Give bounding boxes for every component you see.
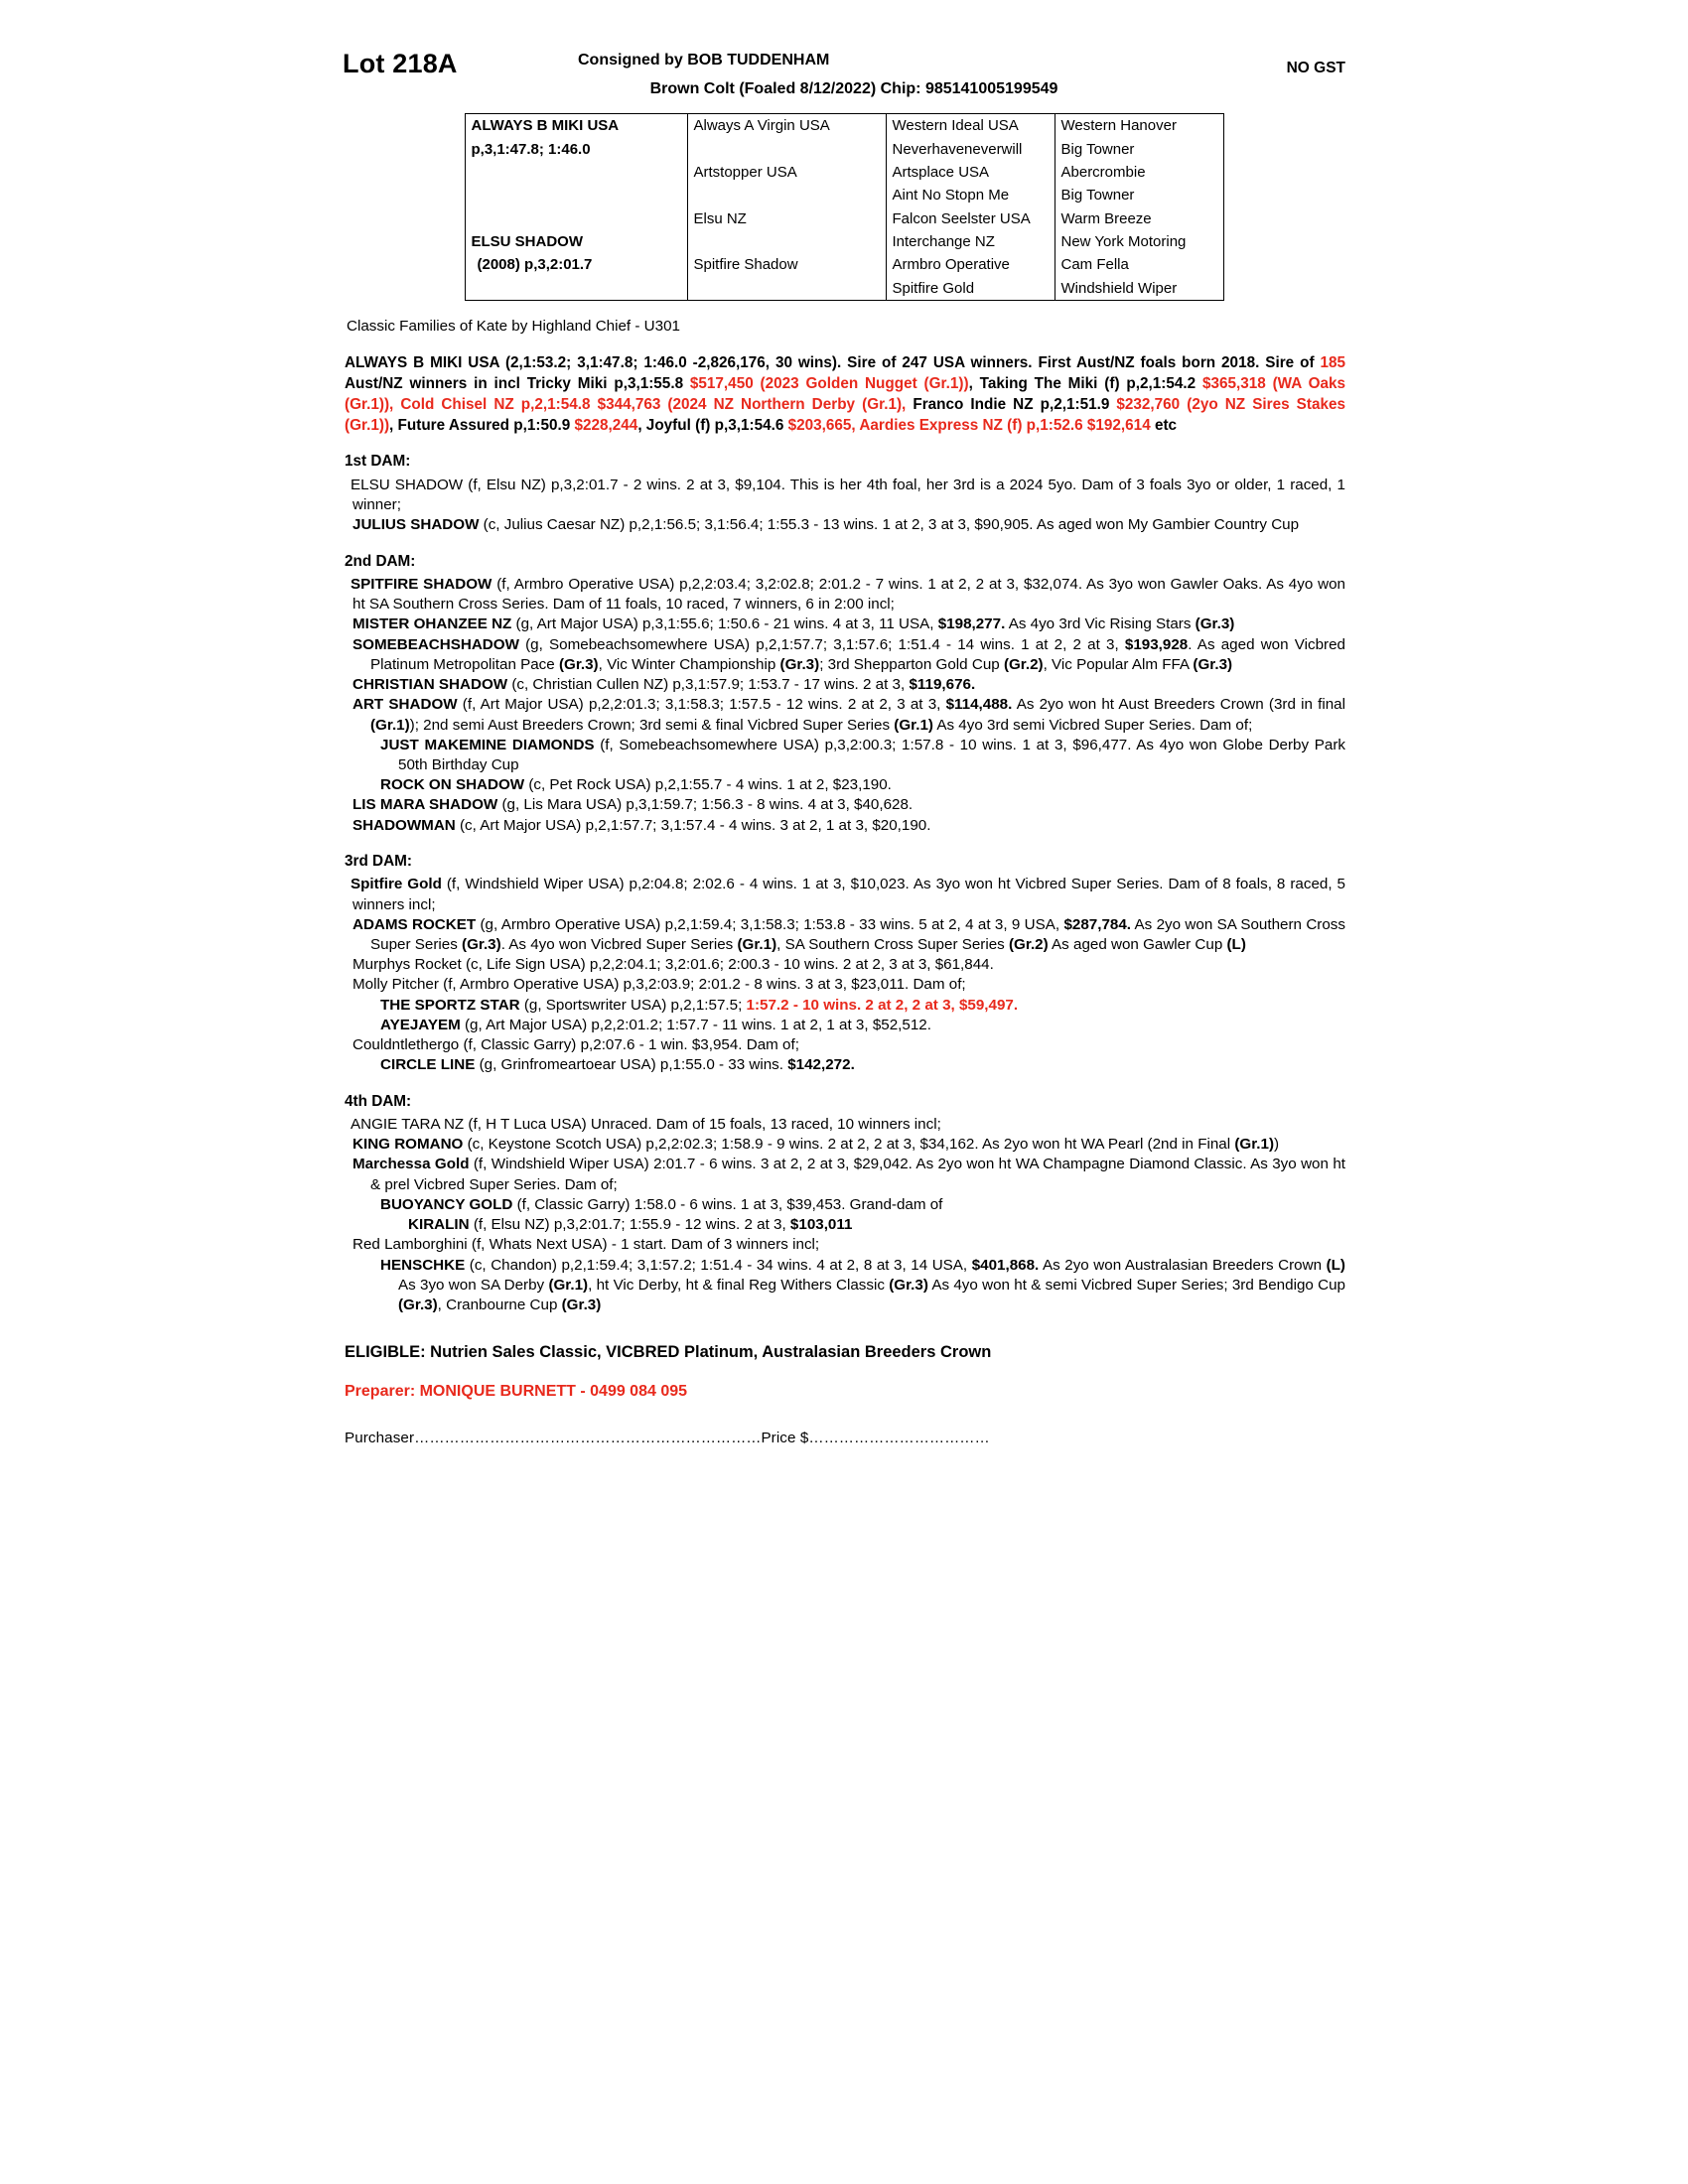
spacer-cell <box>465 161 687 184</box>
gen4-cell: Western Hanover <box>1055 114 1223 138</box>
entry-segment-1: (c, Chandon) p,2,1:59.4; 3,1:57.2; 1:51.4 - 34 wins. 4 at 2, 8 at 3, 14 USA, <box>465 1256 972 1274</box>
entry-segment-9: As 4yo won ht & semi Vicbred Super Series; 3rd Bendigo Cup <box>927 1276 1345 1294</box>
entry-segment-0: Molly Pitcher (f, Armbro Operative USA) p,3,2:03.9; 2:01.2 - 8 wins. 3 at 3, $23,011. Dam of; <box>352 976 966 994</box>
entry-segment-10: (L) <box>1226 935 1246 953</box>
entry-segment-2: $103,011 <box>789 1216 853 1234</box>
pedigree-entry <box>352 695 1345 735</box>
entry-segment-0: Couldntlethergo (f, Classic Garry) p,2:07.6 - 1 win. $3,954. Dam of; <box>352 1036 799 1054</box>
sire-marks-cell <box>465 138 687 161</box>
entry-segment-0: KIRALIN <box>408 1216 470 1234</box>
dam-marks-cell <box>465 253 687 276</box>
entry-segment-0: SPITFIRE SHADOW <box>351 575 492 593</box>
entry-segment-1: (c, Keystone Scotch USA) p,2,2:02.3; 1:58.9 - 9 wins. 2 at 2, 2 at 3, $34,162. As 2yo won ht WA Pearl (2nd in Final <box>463 1136 1235 1154</box>
pedigree-entry <box>352 975 1345 995</box>
entry-segment-10: (Gr.3) <box>1193 655 1233 673</box>
entry-segment-3: As 2yo won Australasian Breeders Crown <box>1039 1256 1327 1274</box>
gen4-cell: Windshield Wiper <box>1055 277 1223 301</box>
pedigree-entry <box>380 775 1345 795</box>
entry-segment-1: (f, Windshield Wiper USA) 2:01.7 - 6 wins. 3 at 2, 2 at 3, $29,042. As 2yo won ht WA Champagne Diamond Classic. As 3yo won ht & prel Vicbred Super Series. Dam of; <box>370 1156 1345 1193</box>
entry-segment-10: (Gr.3) <box>398 1296 438 1313</box>
dam-race-record: (2008) p,3,2:01.7 <box>477 256 593 274</box>
entry-segment-12: (Gr.3) <box>561 1296 602 1313</box>
pedigree-entry <box>380 1256 1345 1316</box>
table-row <box>465 230 1223 253</box>
entry-segment-0: ANGIE TARA NZ (f, H T Luca USA) Unraced. Dam of 15 foals, 13 raced, 10 winners incl; <box>351 1115 941 1133</box>
entry-segment-2: (Gr.1) <box>1234 1136 1275 1154</box>
dam-section-heading: 1st DAM: <box>345 453 411 471</box>
entry-segment-4: (Gr.3) <box>1195 615 1235 633</box>
entry-segment-5: As 3yo won SA Derby <box>398 1276 549 1294</box>
gen3-cell: Falcon Seelster USA <box>886 207 1055 230</box>
pedigree-entry <box>352 575 1345 614</box>
entry-segment-1: (f, Somebeachsomewhere USA) p,3,2:00.3; 1:57.8 - 10 wins. 1 at 3, $96,477. As 4yo won Globe Derby Park 50th Birthday Cup <box>398 736 1345 773</box>
entry-segment-1: (f, Art Major USA) p,2,2:01.3; 3,1:58.3; 1:57.5 - 12 wins. 2 at 2, 3 at 3, <box>457 696 946 714</box>
entry-segment-11: , Cranbourne Cup <box>437 1296 562 1313</box>
preparer-line: Preparer: MONIQUE BURNETT - 0499 084 095 <box>345 1383 688 1401</box>
entry-segment-5: , Vic Winter Championship <box>598 655 780 673</box>
entry-segment-1: (f, Windshield Wiper USA) p,2:04.8; 2:02.6 - 4 wins. 1 at 3, $10,023. As 3yo won ht Vicbred Super Series. Dam of 8 foals, 8 raced, 5 winners incl; <box>352 876 1345 913</box>
entry-segment-0: Murphys Rocket (c, Life Sign USA) p,2,2:04.1; 3,2:01.6; 2:00.3 - 10 wins. 2 at 2, 3 at 3, $61,844. <box>352 956 994 974</box>
entry-segment-4: (Gr.3) <box>558 655 599 673</box>
entry-segment-0: BUOYANCY GOLD <box>380 1195 513 1213</box>
table-row <box>465 138 1223 161</box>
entry-segment-1: (f, Classic Garry) 1:58.0 - 6 wins. 1 at 3, $39,453. Grand-dam of <box>512 1195 943 1213</box>
sire-text-segment-5: $365,318 (WA Oaks (Gr.1)), Cold Chisel NZ p,2,1:54.8 $344,763 (2024 NZ Northern Derby (Gr.1), <box>345 374 1345 413</box>
entry-segment-8: (Gr.2) <box>1003 655 1044 673</box>
entry-segment-8: (Gr.3) <box>889 1276 928 1294</box>
purchaser-label: Purchaser <box>345 1429 415 1446</box>
gen3-cell: Neverhaveneverwill <box>886 138 1055 161</box>
entry-segment-2: $198,277. <box>937 615 1006 633</box>
gen4-cell: New York Motoring <box>1055 230 1223 253</box>
entry-segment-1: (g, Grinfromeartoear USA) p,1:55.0 - 33 wins. <box>475 1056 788 1074</box>
gen3-cell: Interchange NZ <box>886 230 1055 253</box>
pedigree-entry <box>352 795 1345 815</box>
horse-description: Brown Colt (Foaled 8/12/2022) Chip: 985141005199549 <box>649 80 1058 97</box>
entry-segment-3: . As aged won Vicbred Platinum Metropolitan Pace <box>370 635 1345 673</box>
entry-segment-0: Marchessa Gold <box>352 1156 470 1173</box>
entry-segment-0: LIS MARA SHADOW <box>352 796 498 814</box>
page-content <box>343 46 1345 1448</box>
pedigree-entry <box>352 955 1345 975</box>
entry-segment-1: (c, Pet Rock USA) p,2,1:55.7 - 4 wins. 1 at 2, $23,190. <box>524 776 892 794</box>
entry-segment-1: (g, Art Major USA) p,2,2:01.2; 1:57.7 - 11 wins. 1 at 2, 1 at 3, $52,512. <box>460 1016 931 1033</box>
gen3-cell: Spitfire Gold <box>886 277 1055 301</box>
entry-segment-0: HENSCHKE <box>380 1256 466 1274</box>
dam-section-heading: 3rd DAM: <box>345 852 412 870</box>
entry-segment-3: As 4yo 3rd Vic Rising Stars <box>1005 615 1196 633</box>
entry-segment-1: (g, Sportswriter USA) p,2,1:57.5; <box>519 996 747 1014</box>
entry-segment-1: (g, Somebeachsomewhere USA) p,2,1:57.7; 3,1:57.6; 1:51.4 - 14 wins. 1 at 2, 2 at 3, <box>518 635 1125 653</box>
gen3-cell: Armbro Operative <box>886 253 1055 276</box>
gen3-cell: Western Ideal USA <box>886 114 1055 138</box>
sire-text-segment-12: etc <box>1150 416 1178 434</box>
sire-text-segment-11: $203,665, Aardies Express NZ (f) p,1:52.6 $192,614 <box>787 416 1151 434</box>
table-row <box>465 114 1223 138</box>
entry-segment-0: CIRCLE LINE <box>380 1056 476 1074</box>
gen3-cell: Aint No Stopn Me <box>886 184 1055 206</box>
entry-segment-1: (f, Elsu NZ) p,3,2:01.7 - 2 wins. 2 at 3, $9,104. This is her 4th foal, her 3rd is a 2024 5yo. Dam of 3 foals 3yo or older, 1 raced, 1 winner; <box>352 476 1345 514</box>
pedigree-entry <box>352 515 1345 535</box>
pedigree-table <box>465 113 1224 300</box>
sire-text-segment-4: , Taking The Miki (f) p,2,1:54.2 <box>968 374 1202 392</box>
entry-segment-0: ADAMS ROCKET <box>352 915 477 933</box>
dam-section-heading: 2nd DAM: <box>345 552 416 570</box>
purchaser-dots[interactable]: …………………………………………………………… <box>414 1429 762 1446</box>
pedigree-entry <box>352 675 1345 695</box>
consignor-line: Consigned by BOB TUDDENHAM <box>578 52 830 68</box>
entry-segment-0: Spitfire Gold <box>351 876 442 893</box>
entry-segment-2: $119,676. <box>909 676 976 694</box>
pedigree-entry <box>380 1016 1345 1035</box>
pedigree-entry <box>408 1215 1345 1235</box>
entry-segment-0: Red Lamborghini (f, Whats Next USA) - 1 start. Dam of 3 winners incl; <box>352 1236 820 1254</box>
entry-segment-0: CHRISTIAN SHADOW <box>352 676 508 694</box>
gen4-cell: Big Towner <box>1055 138 1223 161</box>
entry-segment-0: MISTER OHANZEE NZ <box>352 615 512 633</box>
entry-segment-2: 1:57.2 - 10 wins. 2 at 2, 2 at 3, $59,497. <box>746 996 1019 1014</box>
entry-segment-5: . As 4yo won Vicbred Super Series <box>500 935 738 953</box>
gen2-cell: Always A Virgin USA <box>687 114 886 138</box>
pedigree-body <box>465 114 1223 300</box>
pedigree-entry <box>380 1055 1345 1075</box>
entry-segment-2: $401,868. <box>971 1256 1040 1274</box>
entry-segment-0: ART SHADOW <box>352 696 458 714</box>
entry-segment-0: ROCK ON SHADOW <box>380 776 525 794</box>
pedigree-entry <box>380 1195 1345 1215</box>
entry-segment-4: (L) <box>1326 1256 1345 1274</box>
table-row <box>465 207 1223 230</box>
gen2-cell <box>687 184 886 206</box>
entry-segment-6: (Gr.1) <box>737 935 777 953</box>
gen4-cell: Abercrombie <box>1055 161 1223 184</box>
entry-segment-0: JULIUS SHADOW <box>352 516 480 534</box>
sire-cell <box>465 114 687 138</box>
entry-segment-1: (g, Armbro Operative USA) p,2,1:59.4; 3,1:58.3; 1:53.8 - 33 wins. 5 at 2, 4 at 3, 9 USA, <box>476 915 1064 933</box>
pedigree-entry <box>380 736 1345 775</box>
entry-segment-2: $193,928 <box>1124 635 1189 653</box>
entry-segment-1: (g, Art Major USA) p,3,1:55.6; 1:50.6 - 21 wins. 4 at 3, 11 USA, <box>511 615 938 633</box>
gen2-cell: Artstopper USA <box>687 161 886 184</box>
sire-text-segment-0: ALWAYS B MIKI USA (2,1:53.2; 3,1:47.8; 1:46.0 -2,826,176, 30 wins). Sire of 247 USA winners. First Aust/NZ foals born 2018. Sire of <box>345 354 1321 372</box>
entry-segment-1: (g, Lis Mara USA) p,3,1:59.7; 1:56.3 - 8 wins. 4 at 3, $40,628. <box>497 796 914 814</box>
price-dots[interactable]: ……………………………… <box>808 1429 990 1446</box>
table-row <box>465 161 1223 184</box>
entry-segment-6: (Gr.3) <box>779 655 820 673</box>
table-row <box>465 184 1223 206</box>
dam-cell <box>465 230 687 253</box>
entry-segment-9: , Vic Popular Alm FFA <box>1043 655 1194 673</box>
sire-text-segment-10: , Joyful (f) p,3,1:54.6 <box>637 416 788 434</box>
entry-segment-9: As aged won Gawler Cup <box>1048 935 1227 953</box>
sire-text-segment-7: $232,760 (2yo NZ Sires Stakes (Gr.1)) <box>345 395 1345 434</box>
sire-race-record: p,3,1:47.8; 1:46.0 <box>471 140 591 158</box>
entry-segment-2: $114,488. <box>945 696 1013 714</box>
dam-sections <box>343 452 1345 1315</box>
sire-name: ALWAYS B MIKI USA <box>471 117 620 135</box>
pedigree-entry <box>352 614 1345 634</box>
entry-segment-0: JUST MAKEMINE DIAMONDS <box>380 736 595 753</box>
gen2-cell: Elsu NZ <box>687 207 886 230</box>
table-row <box>465 253 1223 276</box>
entry-segment-2: $287,784. <box>1063 915 1132 933</box>
page-header <box>343 46 1345 78</box>
entry-segment-5: ); 2nd semi Aust Breeders Crown; 3rd semi & final Vicbred Super Series <box>409 716 895 734</box>
gen2-cell <box>687 277 886 301</box>
entry-segment-1: (f, Elsu NZ) p,3,2:01.7; 1:55.9 - 12 wins. 2 at 3, <box>469 1216 790 1234</box>
spacer-cell <box>465 277 687 301</box>
entry-segment-7: , SA Southern Cross Super Series <box>776 935 1009 953</box>
entry-segment-1: (f, Armbro Operative USA) p,2,2:03.4; 3,2:02.8; 2:01.2 - 7 wins. 1 at 2, 2 at 3, $32,074. As 3yo won Gawler Oaks. As 4yo won ht SA Southern Cross Series. Dam of 11 foals, 10 raced, 7 winners, 6 in 2:00 incl; <box>352 575 1345 614</box>
dam-name: ELSU SHADOW <box>471 232 583 250</box>
entry-segment-0: KING ROMANO <box>352 1136 464 1154</box>
table-row <box>465 277 1223 301</box>
entry-segment-7: , ht Vic Derby, ht & final Reg Withers Classic <box>588 1276 890 1294</box>
pedigree-entry <box>352 1115 1345 1135</box>
gen4-cell: Warm Breeze <box>1055 207 1223 230</box>
pedigree-entry <box>352 1235 1345 1255</box>
gen2-cell <box>687 138 886 161</box>
entry-segment-3: ) <box>1274 1136 1280 1154</box>
pedigree-entry <box>352 1135 1345 1155</box>
entry-segment-7: ; 3rd Shepparton Gold Cup <box>819 655 1004 673</box>
lot-number: Lot 218A <box>343 49 458 78</box>
spacer-cell <box>465 207 687 230</box>
entry-segment-6: (Gr.1) <box>894 716 933 734</box>
entry-segment-0: THE SPORTZ STAR <box>380 996 520 1014</box>
entry-segment-1: (c, Julius Caesar NZ) p,2,1:56.5; 3,1:56.4; 1:55.3 - 13 wins. 1 at 2, 3 at 3, $90,905. As aged won My Gambier Country Cup <box>479 516 1300 534</box>
gen2-cell: Spitfire Shadow <box>687 253 886 276</box>
entry-segment-0: AYEJAYEM <box>380 1016 461 1033</box>
gen3-cell: Artsplace USA <box>886 161 1055 184</box>
gen2-cell <box>687 230 886 253</box>
entry-segment-3: As 2yo won ht Aust Breeders Crown (3rd in final <box>1012 696 1345 714</box>
entry-segment-2: $142,272. <box>787 1056 855 1074</box>
entry-segment-7: As 4yo 3rd semi Vicbred Super Series. Dam of; <box>932 716 1253 734</box>
pedigree-entry <box>380 996 1345 1016</box>
pedigree-entry <box>352 816 1345 836</box>
family-line: Classic Families of Kate by Highland Chief - U301 <box>347 317 680 335</box>
pedigree-table-wrap <box>343 113 1345 300</box>
entry-segment-4: (Gr.3) <box>462 935 501 953</box>
gen4-cell: Cam Fella <box>1055 253 1223 276</box>
sire-text-segment-3: $517,450 (2023 Golden Nugget (Gr.1)) <box>689 374 969 392</box>
pedigree-entry <box>352 476 1345 515</box>
sire-summary-paragraph <box>345 353 1345 436</box>
spacer-cell <box>465 184 687 206</box>
pedigree-entry <box>352 1155 1345 1194</box>
price-label: Price $ <box>761 1429 809 1446</box>
sire-text-segment-2: Aust/NZ winners in incl Tricky Miki p,3,1:55.8 <box>345 374 690 392</box>
sire-text-segment-1: 185 <box>1320 354 1345 372</box>
gst-status: NO GST <box>1286 60 1345 76</box>
entry-segment-6: (Gr.1) <box>548 1276 589 1294</box>
entry-segment-4: (Gr.1) <box>370 716 410 734</box>
entry-segment-3: As 2yo won SA Southern Cross Super Series <box>370 915 1345 953</box>
sire-text-segment-9: $228,244 <box>574 416 638 434</box>
entry-segment-0: ELSU SHADOW <box>351 476 464 493</box>
pedigree-entry <box>352 915 1345 955</box>
pedigree-entry <box>352 635 1345 675</box>
entry-segment-0: SOMEBEACHSHADOW <box>352 635 519 653</box>
entry-segment-8: (Gr.2) <box>1009 935 1049 953</box>
entry-segment-1: (c, Christian Cullen NZ) p,3,1:57.9; 1:53.7 - 17 wins. 2 at 3, <box>507 676 910 694</box>
gen4-cell: Big Towner <box>1055 184 1223 206</box>
entry-segment-1: (c, Art Major USA) p,2,1:57.7; 3,1:57.4 - 4 wins. 3 at 2, 1 at 3, $20,190. <box>455 816 931 834</box>
pedigree-entry <box>352 1035 1345 1055</box>
pedigree-entry <box>352 875 1345 914</box>
sire-text-segment-6: Franco Indie NZ p,2,1:51.9 <box>906 395 1117 413</box>
purchaser-line <box>345 1429 1345 1448</box>
dam-section-heading: 4th DAM: <box>345 1092 412 1110</box>
sire-text-segment-8: , Future Assured p,1:50.9 <box>389 416 575 434</box>
eligibility-line: ELIGIBLE: Nutrien Sales Classic, VICBRED Platinum, Australasian Breeders Crown <box>345 1343 992 1362</box>
entry-segment-0: SHADOWMAN <box>352 816 456 834</box>
